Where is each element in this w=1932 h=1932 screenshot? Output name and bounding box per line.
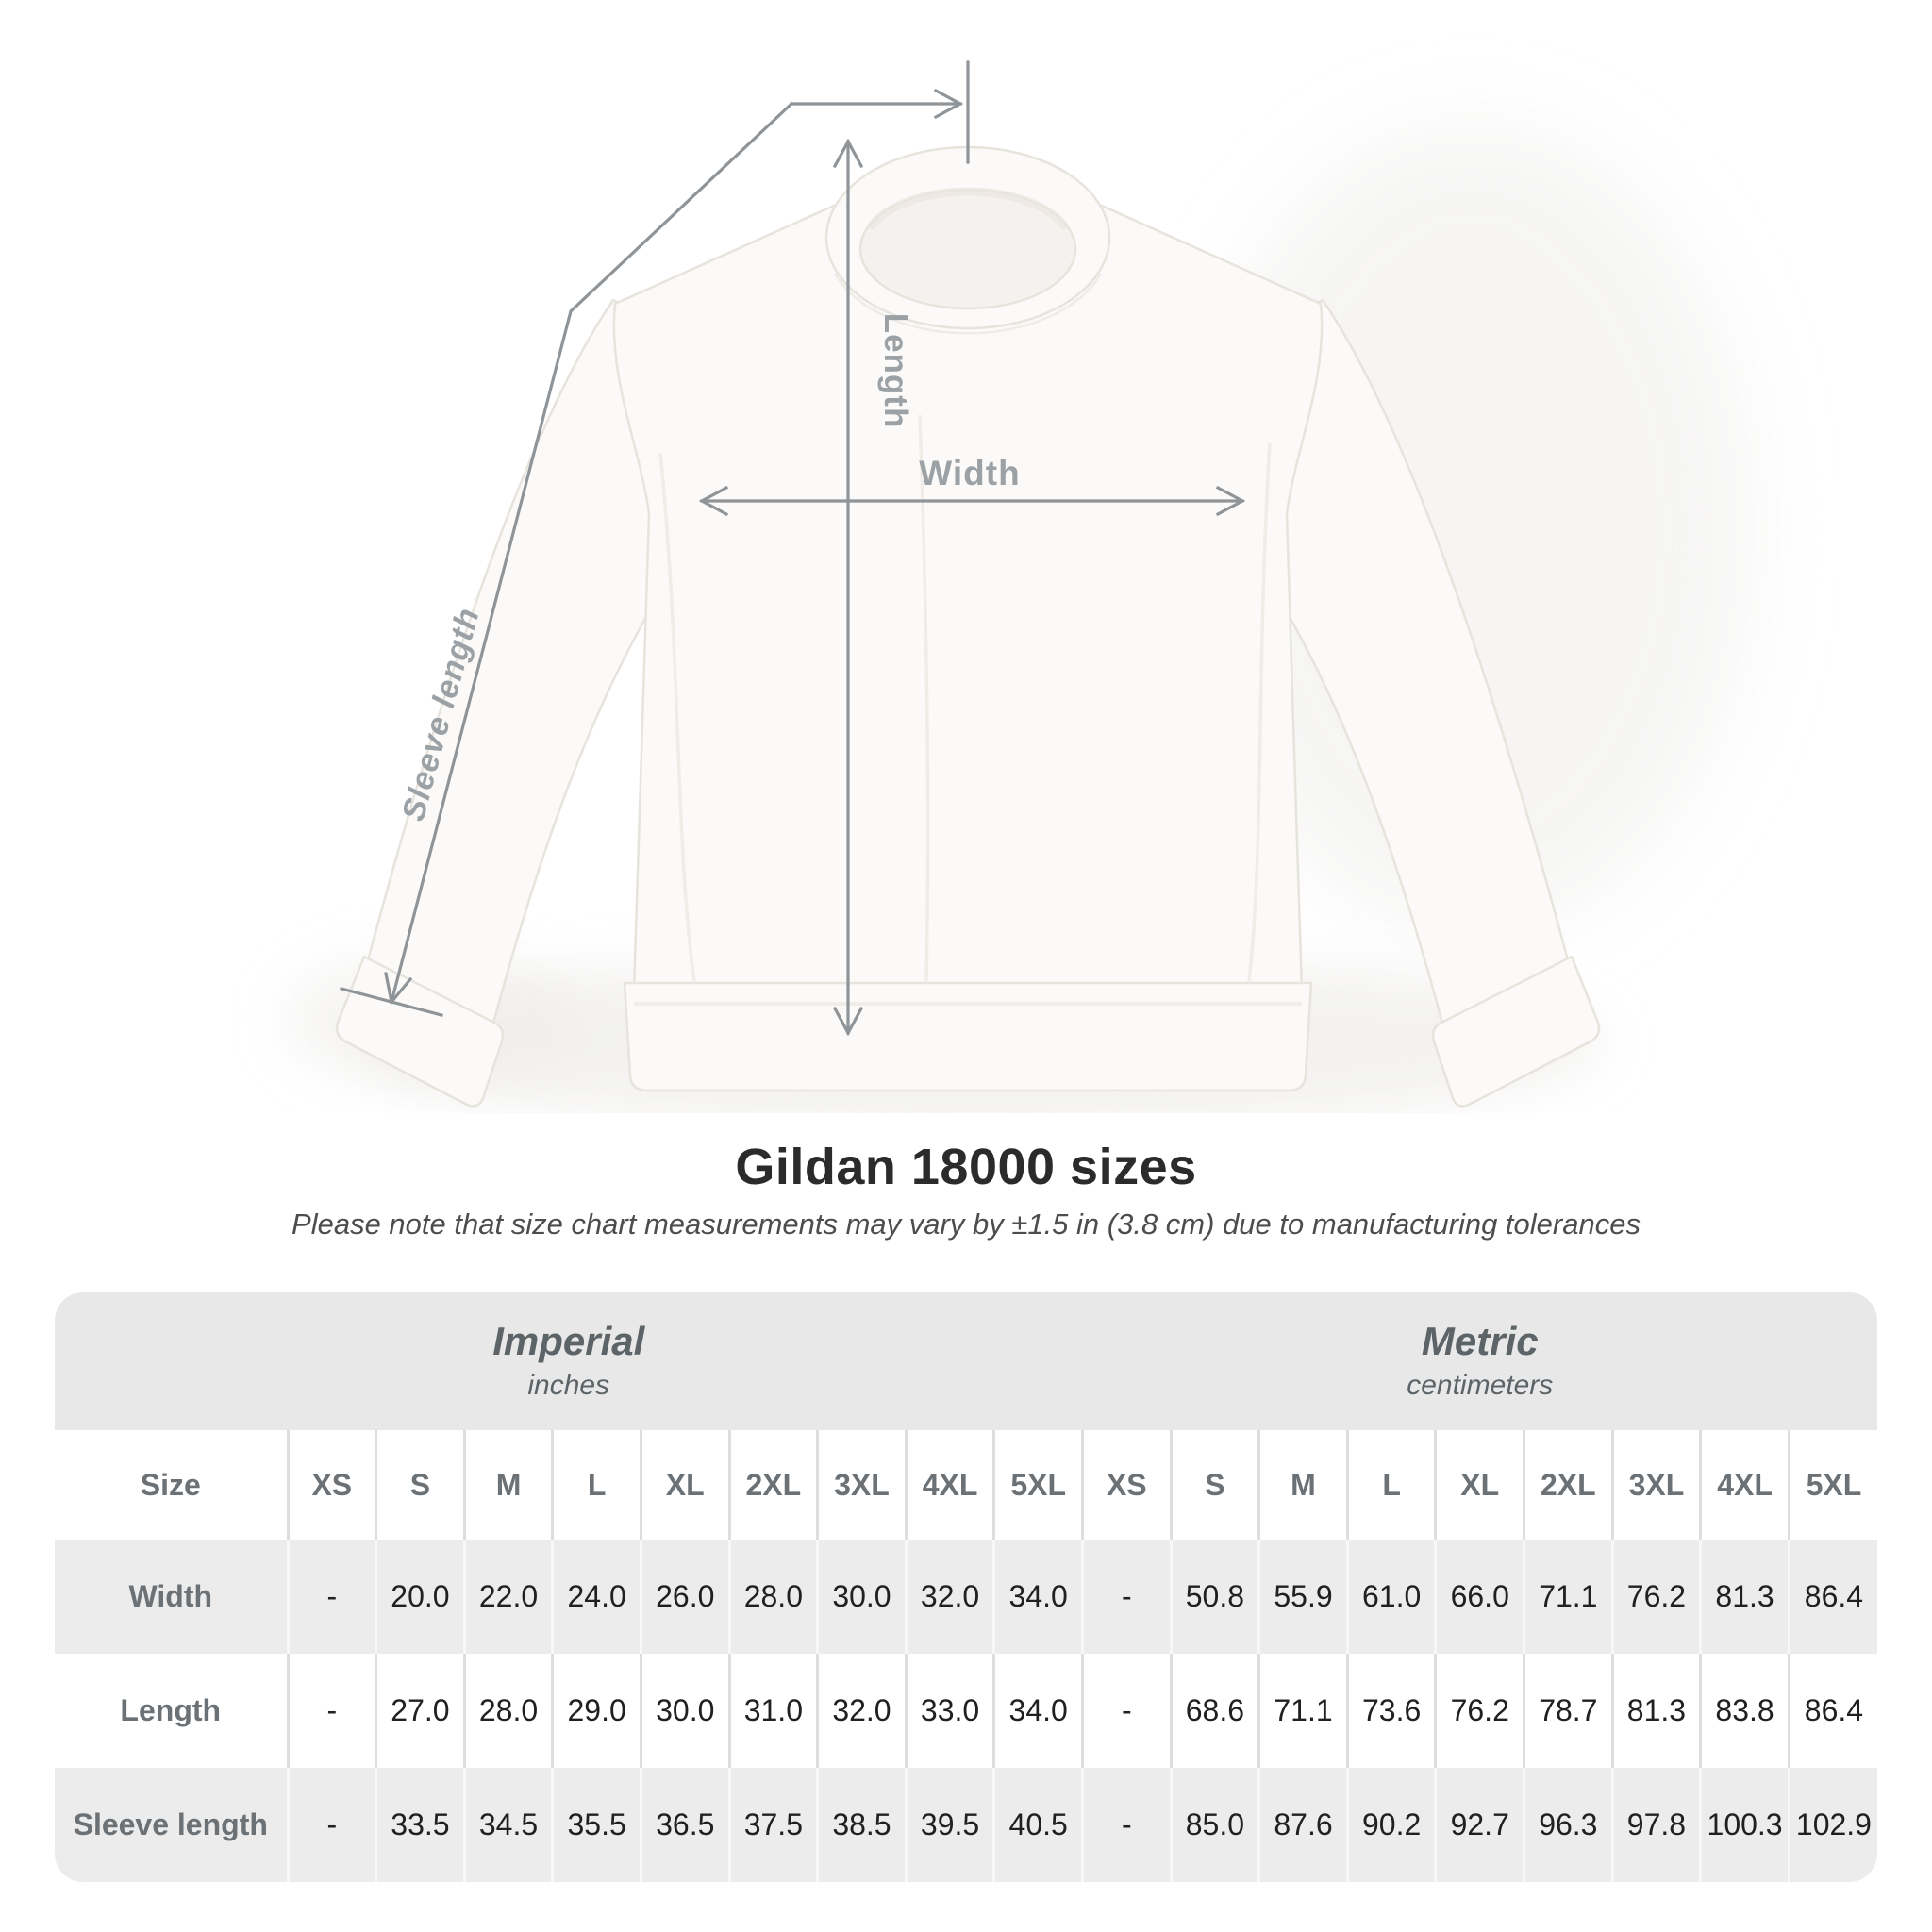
size-header: L [1347,1430,1436,1540]
size-header: XS [288,1430,376,1540]
row-label: Width [128,1579,213,1613]
size-header: 5XL [1789,1430,1877,1540]
value-cell: - [1082,1540,1171,1654]
row-label: Length [120,1693,222,1727]
page-title: Gildan 18000 sizes [735,1139,1197,1195]
value-cell: 102.9 [1789,1768,1877,1882]
imperial-group-label: Imperial [492,1319,645,1363]
size-header: XL [641,1430,729,1540]
value-cell: 87.6 [1259,1768,1348,1882]
value-cell: 28.0 [729,1540,818,1654]
size-header: 4XL [1701,1430,1790,1540]
value-cell: 78.7 [1524,1654,1613,1768]
value-cell: 34.0 [994,1540,1083,1654]
imperial-group-unit: inches [527,1370,610,1401]
value-cell: 61.0 [1347,1540,1436,1654]
value-cell: 32.0 [906,1540,994,1654]
value-cell: 76.2 [1436,1654,1524,1768]
value-cell: 34.0 [994,1654,1083,1768]
value-cell: - [1082,1768,1171,1882]
size-header: S [1171,1430,1259,1540]
value-cell: - [288,1768,376,1882]
size-header-row [55,1430,1877,1540]
value-cell: 34.5 [464,1768,553,1882]
value-cell: 24.0 [553,1540,641,1654]
metric-group-unit: centimeters [1407,1370,1554,1401]
imperial-group-header [55,1292,1082,1430]
size-header: 2XL [729,1430,818,1540]
waistband [625,983,1311,1091]
size-header: 4XL [906,1430,994,1540]
row-label: Sleeve length [73,1807,268,1841]
value-cell: 29.0 [553,1654,641,1768]
value-cell: 96.3 [1524,1768,1613,1882]
size-header: M [1259,1430,1348,1540]
table-row-length [55,1654,1877,1768]
value-cell: 35.5 [553,1768,641,1882]
value-cell: 71.1 [1259,1654,1348,1768]
value-cell: 85.0 [1171,1768,1259,1882]
value-cell: 92.7 [1436,1768,1524,1882]
value-cell: - [1082,1654,1171,1768]
value-cell: 30.0 [818,1540,907,1654]
value-cell: 97.8 [1612,1768,1701,1882]
value-cell: 31.0 [729,1654,818,1768]
value-cell: 38.5 [818,1768,907,1882]
size-header: XS [1082,1430,1171,1540]
metric-group-label: Metric [1421,1319,1539,1363]
value-cell: 33.0 [906,1654,994,1768]
value-cell: 33.5 [376,1768,465,1882]
sleeve-length-label: Sleeve length [394,604,487,825]
value-cell: 22.0 [464,1540,553,1654]
size-chart-table [55,1292,1877,1882]
value-cell: 32.0 [818,1654,907,1768]
table-row-sleeve-length [55,1768,1877,1882]
value-cell: 36.5 [641,1768,729,1882]
size-header: 3XL [1612,1430,1701,1540]
value-cell: 81.3 [1701,1540,1790,1654]
size-header: XL [1436,1430,1524,1540]
size-header: 3XL [818,1430,907,1540]
width-label: Width [919,454,1021,492]
value-cell: 73.6 [1347,1654,1436,1768]
value-cell: 55.9 [1259,1540,1348,1654]
value-cell: 26.0 [641,1540,729,1654]
value-cell: 90.2 [1347,1768,1436,1882]
value-cell: 40.5 [994,1768,1083,1882]
value-cell: 86.4 [1789,1654,1877,1768]
value-cell: 71.1 [1524,1540,1613,1654]
size-column-header: Size [140,1467,201,1502]
unit-group-row [55,1292,1877,1430]
value-cell: 27.0 [376,1654,465,1768]
value-cell: 81.3 [1612,1654,1701,1768]
size-header: 2XL [1524,1430,1613,1540]
page-subtitle: Please note that size chart measurements may vary by ±1.5 in (3.8 cm) due to manufacturing tolerances [291,1208,1641,1241]
table-row-width [55,1540,1877,1654]
value-cell: 37.5 [729,1768,818,1882]
value-cell: 39.5 [906,1768,994,1882]
size-header: S [376,1430,465,1540]
value-cell: 68.6 [1171,1654,1259,1768]
value-cell: 30.0 [641,1654,729,1768]
value-cell: - [288,1540,376,1654]
value-cell: 86.4 [1789,1540,1877,1654]
value-cell: 50.8 [1171,1540,1259,1654]
value-cell: 20.0 [376,1540,465,1654]
length-label: Length [877,312,914,429]
value-cell: 100.3 [1701,1768,1790,1882]
value-cell: 66.0 [1436,1540,1524,1654]
size-header: L [553,1430,641,1540]
size-header: M [464,1430,553,1540]
value-cell: 76.2 [1612,1540,1701,1654]
value-cell: 83.8 [1701,1654,1790,1768]
metric-group-header [1082,1292,1877,1430]
size-header: 5XL [994,1430,1083,1540]
value-cell: - [288,1654,376,1768]
value-cell: 28.0 [464,1654,553,1768]
